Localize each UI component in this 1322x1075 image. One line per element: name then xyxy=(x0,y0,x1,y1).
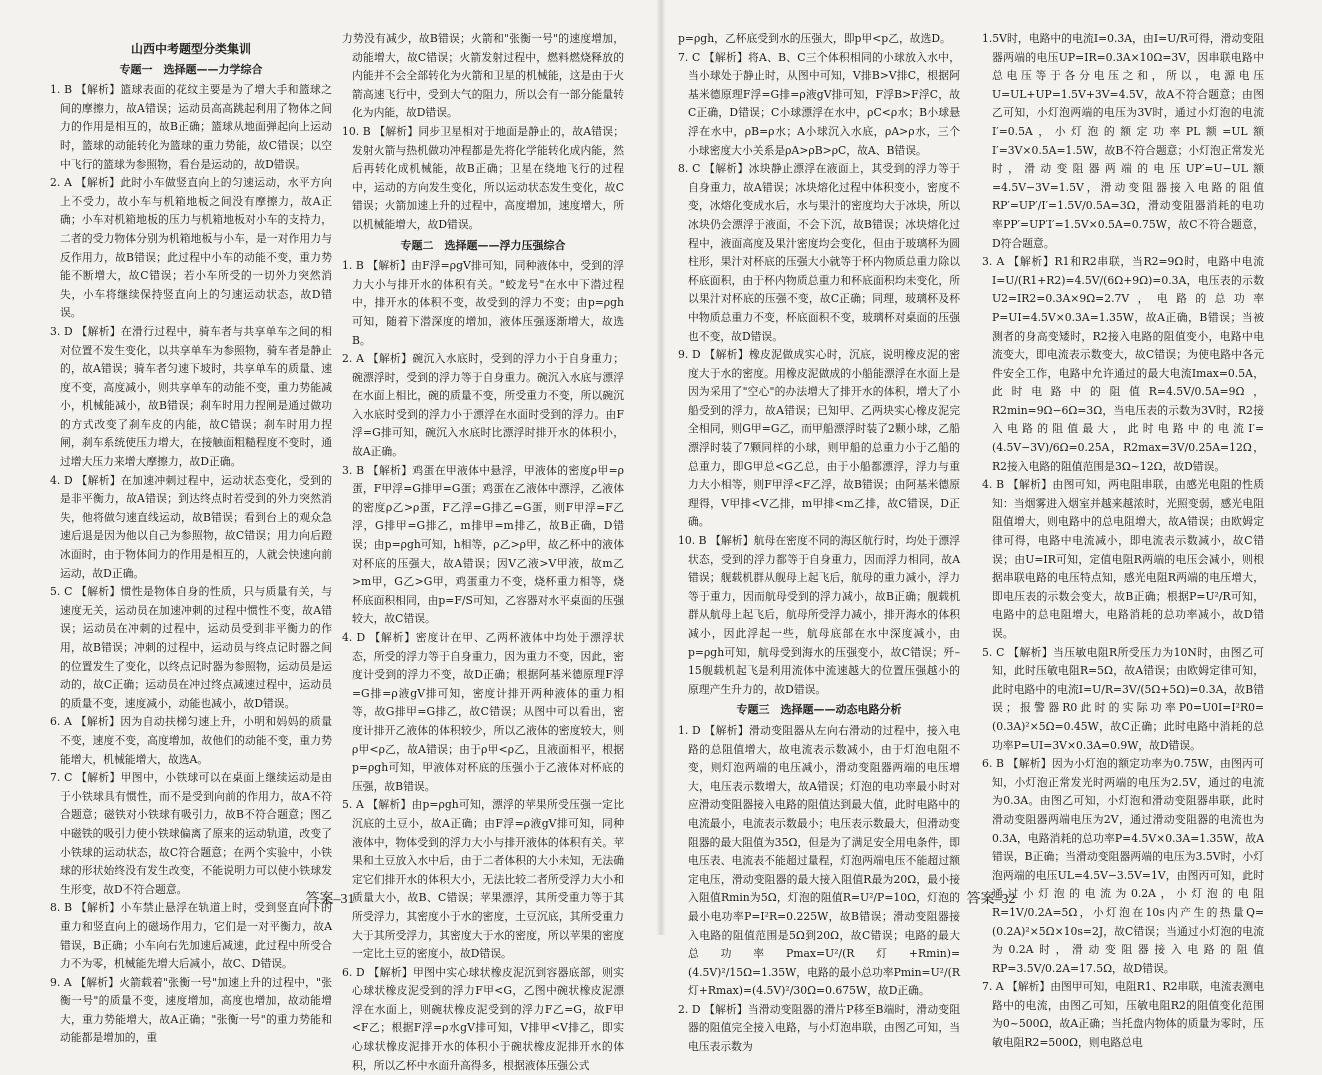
answer-item: 1. D 【解析】滑动变阻器从左向右滑动的过程中，接入电路的总阻值增大，故电流表示数减小，由于灯泡电阻不变，则灯泡两端的电压减小，滑动变阻器两端的电压增大，电压表示数增大，故A错误；灯泡的电功率最小时对应滑动变阻器接入电路的阻值达到最大值，此时电路中的电流最小，电流表示数最小；电压表示数最大，但滑动变阻器的最大阻值为35Ω，但是为了满足安全用电条件，即电压表、电流表不能超过量程，灯泡两端电压不能超过额定电压，滑动变阻器的最大接入阻值R最为20Ω，最小接入阻值Rmin为5Ω，灯泡的阻值R=U²/P=10Ω，灯泡的最小电功率P=I²R=0.225W，故B错误；滑动变阻器接入电路的阻值范围是5Ω到20Ω，故C错误；电路的最大总功率Pmax=U²/(R灯+Rmin)=(4.5V)²/15Ω=1.35W，电路的最小总功率Pmin=U²/(R灯+Rmax)=(4.5V)²/30Ω=0.675W，故D正确。 xyxy=(678,723,960,998)
section-heading-2: 专题二 选择题——浮力压强综合 xyxy=(400,238,566,252)
answer-item: 9. D 【解析】橡皮泥做成实心时，沉底，说明橡皮泥的密度大于水的密度。用橡皮泥做成的小船能漂浮在水面上是因为采用了"空心"的办法增大了排开水的体积，增大了小船受到的浮力，故A错误；已知甲、乙两块实心橡皮泥完全相同，则G甲=G乙，而甲船漂浮时装了2颗小球，乙船漂浮时装了7颗同样的小球，则甲船的总重力小于乙船的总重力，即G甲总<G乙总，由于小船都漂浮，浮力与重力大小相等，则F甲浮<F乙浮，故B错误；由阿基米德原理得，V甲排<V乙排，m甲排<m乙排，故C错误，D正确。 xyxy=(678,348,960,529)
answer-item: 8. B 【解析】小车禁止悬浮在轨道上时，受到竖直向下的重力和竖直向上的磁场作用力，它们是一对平衡力，故A错误，B正确；小车向右先加速后减速，此过程中所受合力不为零，机械能先增大后减小，故C、D错误。 xyxy=(50,901,332,971)
answer-item: 8. C 【解析】冰块静止漂浮在液面上，其受到的浮力等于自身重力，故A错误；冰块熔化过程中体积变小，密度不变，冰熔化变成水后，水与果汁的密度均大于冰块，所以冰块仍会漂浮于液面，不会下沉，故B错误；冰块熔化过程中，液面高度及果汁密度均会变化，但由于玻璃杯为圆柱形，果汁对杯底的压强大小就等于杯内物质总重力除以杯底面积，由于杯内物质总重力和杯底面积均未变化，所以果汁对杯底的压强不变，故C正确；同理，玻璃杯及杯中物质总重力不变，杯底面积不变，玻璃杯对桌面的压强也不变，故D错误。 xyxy=(678,162,960,343)
answer-item: 5. A 【解析】由p=ρgh可知，漂浮的苹果所受压强一定比沉底的土豆小，故A正确；由F浮=ρ液gV排可知，同种液体中，物体受到的浮力大小与排开液体的体积有关。苹果和土豆放入水中后，由于二者体积的大小未知，无法确定它们排开水的体积大小，无法比较二者所受浮力大小和质量大小，故B、C错误；苹果漂浮，其所受重力等于其所受浮力，其密度小于水的密度，土豆沉底，其所受重力大于其所受浮力，其密度大于水的密度，所以苹果的密度一定比土豆的密度小，故D错误。 xyxy=(342,798,624,961)
answer-item: 4. D 【解析】在加速冲刺过程中，运动状态变化，受到的是非平衡力，故A错误；到达终点时若受到的外力突然消失，他将做匀速直线运动，故B错误；看到台上的观众急速后退是因为他以自己为参照物，故C错误；用力向后蹬冰面时，由于物体间力的作用是相互的，人就会快速向前运动，故D正确。 xyxy=(50,473,332,580)
column-3 xyxy=(678,30,960,1054)
answer-item: 2. D 【解析】当滑动变阻器的滑片P移至B端时，滑动变阻器的阻值完全接入电路，与小灯泡串联，由图乙可知，当电压表示数为 xyxy=(678,1002,960,1054)
answer-item: p=ρgh，乙杯底受到水的压强大，即p甲<p乙，故选D。 xyxy=(678,32,951,45)
answer-item: 4. B 【解析】由图可知，两电阻串联，由感光电阻的性质知：当烟雾进入烟室并越来越浓时，光照变弱，感光电阻阻值增大，则电路中的总电阻增大，故A错误；由欧姆定律可得，电路中电流减小，即电流表示数减小，故C错误；由U=IR可知，定值电阻R两端的电压会减小，则根据串联电路的电压特点知，感光电阻R两端的电压增大，即电压表的示数会变大，故B正确；根据P=U²/R可知，电路中的总电阻增大，电路消耗的总功率减小，故D错误。 xyxy=(982,478,1264,640)
answer-item: 3. D 【解析】在滑行过程中，骑车者与共享单车之间的相对位置不发生变化，以共享单车为参照物，骑车者是静止的，故A错误；骑车者匀速下坡时，共享单车的质量、速度不变，高度减小，则共享单车的动能不变，重力势能减小，机械能减小，故B错误；刹车时用力捏闸是通过做功的方式改变了刹车皮的内能，故C错误；刹车时用力捏闸，刹车系统使压力增大，在接触面粗糙程度不变时，通过增大压力来增大摩擦力，故D正确。 xyxy=(50,324,332,469)
answer-item: 2. A 【解析】此时小车做竖直向上的匀速运动，水平方向上不受力，故小车与机箱地板之间没有摩擦力，故A正确；小车对机箱地板的压力与机箱地板对小车的支持力，二者的受力物体分别为机箱地板与小车，是一对作用力与反作用力，故B错误；此过程中小车的动能不变，重力势能不断增大，故C错误；若小车所受的一切外力突然消失，小车将继续保持竖直向上的匀速运动状态，故D错误。 xyxy=(50,176,332,320)
page-number-right: 答案–32 xyxy=(966,892,1016,907)
answer-item: 3. A 【解析】R1和R2串联，当R2=9Ω时，电路中电流I=U/(R1+R2)=4.5V/(6Ω+9Ω)=0.3A，电压表的示数U2=IR2=0.3A×9Ω=2.7V，电路的总功率P=UI=4.5V×0.3A=1.35W，故A正确，B错误；当被测者的身高变矮时，R2接入电路的阻值变小，电路中电流变大，即电流表示数变大，故C错误；为使电路中各元件安全工作，电路中允许通过的最大电流Imax=0.5A，此时电路中的阻值R=4.5V/0.5A=9Ω，R2min=9Ω−6Ω=3Ω，当电压表的示数为3V时，R2接入电路的阻值最大，此时电路中的电流I′=(4.5V−3V)/6Ω=0.25A，R2max=3V/0.25A=12Ω，R2接入电路的阻值范围是3Ω~12Ω，故D错误。 xyxy=(982,255,1264,473)
left-page xyxy=(0,0,661,1072)
answer-item: 6. B 【解析】因为小灯泡的额定功率为0.75W，由图丙可知，小灯泡正常发光时两端的电压为2.5V，通过的电流为0.3A。由图乙可知，小灯泡和滑动变阻器串联，此时滑动变阻器两端电压为2V，通过滑动变阻器的电流也为0.3A，电路消耗的总功率P=4.5V×0.3A=1.35W，故A错误，B正确；当滑动变阻器两端的电压为3.5V时，小灯泡两端的电压UL=4.5V−3.5V=1V，由图丙可知，此时通过小灯泡的电流为0.2A，小灯泡的电阻R=1V/0.2A=5Ω，小灯泡在10s内产生的热量Q=(0.2A)²×5Ω×10s=2J，故C错误；当通过小灯泡的电流为0.2A时，滑动变阻器接入电路的阻值RP=3.5V/0.2A=17.5Ω，故D错误。 xyxy=(982,757,1264,975)
answer-item: 10. B 【解析】航母在密度不同的海区航行时，均处于漂浮状态，受到的浮力都等于自身重力，因而浮力相同，故A错误；舰载机群从舰母上起飞后，航母的重力减小，浮力等于重力，因而航母受到的浮力减小，故B正确；舰载机群从航母上起飞后，航母所受浮力减小，排开海水的体积减小，因此浮起一些，航母底部在水中深度减小，由p=ρgh可知，航母受到海水的压强变小，故C错误；歼–15舰载机起飞是利用流体中流速越大的位置压强越小的原理产生升力的，故D错误。 xyxy=(678,534,960,696)
answer-item: 6. D 【解析】甲图中实心球状橡皮泥沉到容器底部，则实心球状橡皮泥受到的浮力F甲<G，乙图中碗状橡皮泥漂浮在水面上，则碗状橡皮泥受到的浮力F乙=G，故F甲<F乙；根据F浮=ρ水gV排可知，V排甲<V排乙，即实心球状橡皮泥排开水的体积小于碗状橡皮泥排开水的体积，所以乙杯中水面升高得多，根据液体压强公式 xyxy=(342,965,624,1072)
answer-item: 5. C 【解析】当压敏电阻R所受压力为10N时，由图乙可知，此时压敏电阻R=5Ω，故A错误；由欧姆定律可知，此时电路中的电流I=U/R=3V/(5Ω+5Ω)=0.3A，故B错误；报警器R0此时的实际功率P0=U0I=I²R0=(0.3A)²×5Ω=0.45W，故C正确；此时电路中消耗的总功率P=UI=3V×0.3A=0.9W，故D错误。 xyxy=(982,645,1264,752)
answer-item: 9. A 【解析】火箭载着"张衡一号"加速上升的过程中，"张衡一号"的质量不变，速度增加，高度也增加，故动能增大，重力势能增大，故A正确；"张衡一号"的重力势能和动能都是增加的，重 xyxy=(50,975,332,1045)
answer-item: 7. C 【解析】甲图中，小铁球可以在桌面上继续运动是由于小铁球具有惯性，而不是受到向前的作用力，故A不符合题意；磁铁对小铁球有吸引力，故B不符合题意；图乙中磁铁的吸引力使小铁球偏离了原来的运动轨道，改变了小铁球的运动状态，故C符合题意；在两个实验中，小铁球的形状始终没有发生改变，不能说明力可以使小铁球发生形变，故D不符合题意。 xyxy=(50,771,332,896)
section-heading-3: 专题三 选择题——动态电路分析 xyxy=(736,703,902,717)
answer-item: 1. B 【解析】由F浮=ρgV排可知，同种液体中，受到的浮力大小与排开水的体积有关。"蛟龙号"在水中下潜过程中，排开水的体积不变，故受到的浮力不变；由p=ρgh可知，随着下潜深度的增加，液体压强逐渐增大，故选B。 xyxy=(342,259,624,347)
section-heading-1: 专题一 选择题——力学综合 xyxy=(119,62,263,76)
answer-item: 6. A 【解析】因为自动扶梯匀速上升，小明和妈妈的质量不变，速度不变，高度增加，故他们的动能不变，重力势能增大，机械能增大，故选A。 xyxy=(50,715,332,766)
answer-item: 7. A 【解析】由图甲可知，电阻R1、R2串联，电流表测电路中的电流，由图乙可知，压敏电阻R2的阻值变化范围为0~500Ω，故A正确；当托盘内物体的质量为零时，压敏电阻R2=500Ω，则电路总电 xyxy=(982,980,1264,1050)
page-number-left: 答案–31 xyxy=(305,892,355,907)
answer-item: 2. A 【解析】碗沉入水底时，受到的浮力小于自身重力；碗漂浮时，受到的浮力等于自身重力。碗沉入水底与漂浮在水面上相比，碗的质量不变，所受重力不变，所以碗沉入水底时受到的浮力小于漂浮在水面时受到的浮力。由F浮=G排可知，碗沉入水底时比漂浮时排开水的体积小，故A正确。 xyxy=(342,352,624,459)
answer-item: 1.5V时，电路中的电流I=0.3A，由I=U/R可得，滑动变阻器两端的电压UP=IR=0.3A×10Ω=3V，因串联电路中总电压等于各分电压之和，所以，电源电压U=UL+UP=1.5V+3V=4.5V，故A不符合题意；由图乙可知，小灯泡两端的电压为3V时，通过小灯泡的电流I′=0.5A，小灯泡的额定功率PL额=UL额I′=3V×0.5A=1.5W，故B不符合题意；小灯泡正常发光时，滑动变阻器两端的电压UP′=U−UL额=4.5V−3V=1.5V，滑动变阻器接入电路的阻值RP′=UP′/I′=1.5V/0.5A=3Ω，滑动变阻器消耗的电功率PP′=UP′I′=1.5V×0.5A=0.75W，故C不符合题意，D符合题意。 xyxy=(982,32,1264,250)
answer-item: 5. C 【解析】惯性是物体自身的性质，只与质量有关，与速度无关，运动员在加速冲刺的过程中惯性不变，故A错误；运动员在冲刺的过程中，运动员受到非平衡力的作用，故B错误；冲刺的过程中，运动员与终点记时器之间的位置发生了变化，以终点记时器为参照物，运动员是运动的，故C正确；运动员在冲过终点减速过程中，运动员的质量不变，速度减小，动能也减小，故D错误。 xyxy=(50,585,332,710)
answer-item: 力势没有减少，故B错误；火箭和"张衡一号"的速度增加，动能增大，故C错误；火箭发射过程中，燃料燃烧释放的内能并不会全部转化为火箭和卫星的机械能，这是由于火箭高速飞行中，受到大气的阻力，所以会有一部分能量转化为内能，故D错误。 xyxy=(342,32,624,120)
answer-item: 3. B 【解析】鸡蛋在甲液体中悬浮，甲液体的密度ρ甲=ρ蛋，F甲浮=G排甲=G蛋；鸡蛋在乙液体中漂浮，乙液体的密度ρ乙>ρ蛋，F乙浮=G排乙=G蛋，则F甲浮=F乙浮，G排甲=G排乙，m排甲=m排乙，故B正确，D错误；由p=ρgh可知，h相等，ρ乙>ρ甲，故乙杯中的液体对杯底的压强大，故A错误；因V乙液>V甲液，故m乙>m甲，G乙>G甲，鸡蛋重力不变，烧杯重力相等，烧杯底面积相同，由p=F/S可知，乙容器对水平桌面的压强较大，故C错误。 xyxy=(342,463,625,626)
document-title: 山西中考题型分类集训 xyxy=(130,42,251,56)
answer-item: 4. D 【解析】密度计在甲、乙两杯液体中均处于漂浮状态，所受的浮力等于自身重力，因为重力不变，因此，密度计受到的浮力不变，故D正确；根据阿基米德原理F浮=G排=ρ液gV排可知，密度计排开两种液体的重力相等，故G排甲=G排乙，故C错误；从图中可以看出，密度计排开乙液体的体积较少，所以乙液体的密度较大，则ρ甲<ρ乙，故A错误；由于ρ甲<ρ乙，且液面相平，根据p=ρgh可知，甲液体对杯底的压强小于乙液体对杯底的压强，故B错误。 xyxy=(342,631,624,793)
answer-item: 7. C 【解析】将A、B、C三个体积相同的小球放入水中，当小球处于静止时，从图中可知，V排B>V排C，根据阿基米德原理F浮=G排=ρ液gV排可知，F浮B>F浮C，故C正确，D错误；C小球漂浮在水中，ρC<ρ水；B小球悬浮在水中，ρB=ρ水；A小球沉入水底，ρA>ρ水，三个小球密度大小关系是ρA>ρB>ρC，故A、B错误。 xyxy=(678,50,960,157)
answer-item: 10. B 【解析】同步卫星相对于地面是静止的，故A错误；发射火箭与热机做功冲程都是先将化学能转化成内能，然后再转化成机械能，故B正确；卫星在绕地飞行的过程中，运动的方向发生变化，所以运动状态发生变化，故C错误；火箭加速上升的过程中，高度增加，速度增大，所以机械能增大，故D错误。 xyxy=(342,124,624,231)
answer-item: 1. B 【解析】篮球表面的花纹主要是为了增大手和篮球之间的摩擦力，故A错误；运动员高高跳起利用了物体之间力的作用是相互的，故B正确；篮球从地面弹起向上运动时，篮球的动能转化为篮球的重力势能，故C错误；以空中飞行的篮球为参照物，看台是运动的，故D错误。 xyxy=(50,83,332,171)
column-2 xyxy=(342,30,625,1072)
